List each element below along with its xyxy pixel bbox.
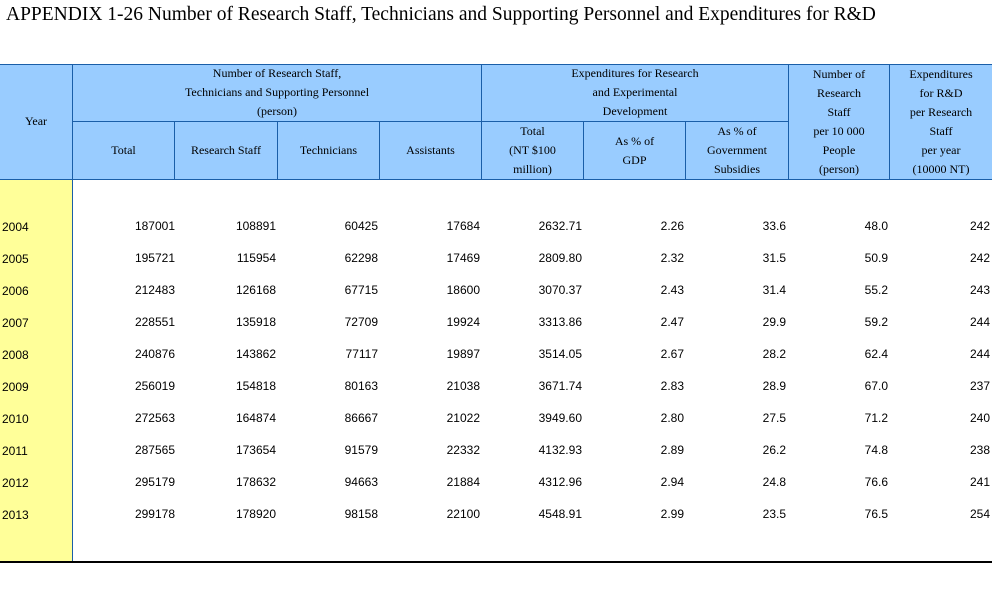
row-year: 2004 bbox=[2, 220, 29, 234]
cell-total: 240876 bbox=[134, 347, 175, 361]
cell-staff-per-people: 48.0 bbox=[864, 219, 888, 233]
cell-expend-per-staff: 243 bbox=[969, 283, 990, 297]
year-column-background bbox=[0, 179, 72, 561]
header-personnel-group: Number of Research Staff, Technicians and Supporting Personnel (person) bbox=[184, 66, 370, 118]
cell-research-staff: 164874 bbox=[235, 411, 276, 425]
cell-technicians: 62298 bbox=[344, 251, 378, 265]
cell-pct-gov: 28.9 bbox=[762, 379, 786, 393]
cell-technicians: 80163 bbox=[344, 379, 378, 393]
cell-staff-per-people: 67.0 bbox=[864, 379, 888, 393]
cell-total: 228551 bbox=[134, 315, 175, 329]
page-title: APPENDIX 1-26 Number of Research Staff, Technicians and Supporting Personnel and Expenditures for R&D bbox=[6, 4, 876, 25]
cell-pct-gov: 24.8 bbox=[762, 475, 786, 489]
cell-pct-gdp: 2.99 bbox=[660, 507, 684, 521]
cell-exp-total: 4548.91 bbox=[538, 507, 582, 521]
cell-assistants: 17684 bbox=[446, 219, 480, 233]
row-year: 2013 bbox=[2, 508, 29, 522]
row-year: 2010 bbox=[2, 412, 29, 426]
cell-technicians: 98158 bbox=[344, 507, 378, 521]
cell-pct-gov: 31.5 bbox=[762, 251, 786, 265]
row-year: 2006 bbox=[2, 284, 29, 298]
row-year: 2008 bbox=[2, 348, 29, 362]
cell-staff-per-people: 71.2 bbox=[864, 411, 888, 425]
cell-pct-gov: 28.2 bbox=[762, 347, 786, 361]
cell-pct-gdp: 2.26 bbox=[660, 219, 684, 233]
cell-assistants: 22100 bbox=[446, 507, 480, 521]
header-assistants: Assistants bbox=[406, 143, 455, 157]
cell-pct-gdp: 2.83 bbox=[660, 379, 684, 393]
cell-pct-gdp: 2.94 bbox=[660, 475, 684, 489]
row-year: 2009 bbox=[2, 380, 29, 394]
cell-technicians: 72709 bbox=[344, 315, 378, 329]
cell-assistants: 21038 bbox=[446, 379, 480, 393]
row-year: 2007 bbox=[2, 316, 29, 330]
cell-assistants: 21022 bbox=[446, 411, 480, 425]
cell-research-staff: 143862 bbox=[235, 347, 276, 361]
cell-pct-gdp: 2.47 bbox=[660, 315, 684, 329]
header-pct-gdp: As % of GDP bbox=[614, 133, 655, 167]
cell-staff-per-people: 50.9 bbox=[864, 251, 888, 265]
cell-pct-gdp: 2.80 bbox=[660, 411, 684, 425]
cell-assistants: 19897 bbox=[446, 347, 480, 361]
cell-technicians: 60425 bbox=[344, 219, 378, 233]
cell-staff-per-people: 76.6 bbox=[864, 475, 888, 489]
cell-technicians: 86667 bbox=[344, 411, 378, 425]
cell-exp-total: 2809.80 bbox=[538, 251, 582, 265]
cell-assistants: 21884 bbox=[446, 475, 480, 489]
header-bottom-line bbox=[0, 179, 992, 180]
cell-expend-per-staff: 241 bbox=[969, 475, 990, 489]
cell-expend-per-staff: 254 bbox=[969, 507, 990, 521]
header-staff-per-people: Number of Research Staff per 10 000 People (person) bbox=[812, 66, 866, 176]
cell-pct-gov: 27.5 bbox=[762, 411, 786, 425]
cell-total: 295179 bbox=[134, 475, 175, 489]
table-bottom-rule bbox=[0, 561, 992, 563]
cell-assistants: 18600 bbox=[446, 283, 480, 297]
cell-staff-per-people: 74.8 bbox=[864, 443, 888, 457]
cell-research-staff: 135918 bbox=[235, 315, 276, 329]
cell-expend-per-staff: 238 bbox=[969, 443, 990, 457]
cell-pct-gov: 29.9 bbox=[762, 315, 786, 329]
cell-pct-gdp: 2.89 bbox=[660, 443, 684, 457]
header-year: Year bbox=[24, 114, 48, 128]
cell-expend-per-staff: 244 bbox=[969, 347, 990, 361]
cell-pct-gov: 26.2 bbox=[762, 443, 786, 457]
cell-expend-per-staff: 240 bbox=[969, 411, 990, 425]
cell-exp-total: 3514.05 bbox=[538, 347, 582, 361]
cell-exp-total: 3949.60 bbox=[538, 411, 582, 425]
cell-expend-per-staff: 244 bbox=[969, 315, 990, 329]
header-total: Total bbox=[111, 143, 136, 157]
cell-staff-per-people: 62.4 bbox=[864, 347, 888, 361]
cell-exp-total: 4132.93 bbox=[538, 443, 582, 457]
header-pct-gov: As % of Government Subsidies bbox=[707, 124, 767, 176]
cell-pct-gdp: 2.43 bbox=[660, 283, 684, 297]
cell-total: 187001 bbox=[134, 219, 175, 233]
cell-total: 195721 bbox=[134, 251, 175, 265]
cell-exp-total: 4312.96 bbox=[538, 475, 582, 489]
row-year: 2005 bbox=[2, 252, 29, 266]
cell-staff-per-people: 59.2 bbox=[864, 315, 888, 329]
cell-research-staff: 154818 bbox=[235, 379, 276, 393]
cell-exp-total: 3070.37 bbox=[538, 283, 582, 297]
cell-pct-gov: 33.6 bbox=[762, 219, 786, 233]
cell-research-staff: 108891 bbox=[235, 219, 276, 233]
cell-exp-total: 3671.74 bbox=[538, 379, 582, 393]
cell-staff-per-people: 76.5 bbox=[864, 507, 888, 521]
cell-pct-gov: 23.5 bbox=[762, 507, 786, 521]
header-technicians: Technicians bbox=[299, 143, 358, 157]
cell-total: 287565 bbox=[134, 443, 175, 457]
cell-total: 256019 bbox=[134, 379, 175, 393]
cell-total: 299178 bbox=[134, 507, 175, 521]
row-year: 2011 bbox=[2, 444, 28, 458]
cell-exp-total: 3313.86 bbox=[538, 315, 582, 329]
cell-technicians: 67715 bbox=[344, 283, 378, 297]
header-expend-per-staff: Expenditures for R&D per Research Staff per year (10000 NT) bbox=[909, 66, 973, 176]
cell-staff-per-people: 55.2 bbox=[864, 283, 888, 297]
cell-expend-per-staff: 237 bbox=[969, 379, 990, 393]
cell-exp-total: 2632.71 bbox=[538, 219, 582, 233]
cell-research-staff: 178920 bbox=[235, 507, 276, 521]
cell-total: 212483 bbox=[134, 283, 175, 297]
cell-technicians: 94663 bbox=[344, 475, 378, 489]
cell-pct-gdp: 2.32 bbox=[660, 251, 684, 265]
cell-technicians: 91579 bbox=[344, 443, 378, 457]
cell-expend-per-staff: 242 bbox=[969, 251, 990, 265]
header-expenditure-group: Expenditures for Research and Experimental Development bbox=[571, 66, 699, 118]
cell-total: 272563 bbox=[134, 411, 175, 425]
cell-assistants: 22332 bbox=[446, 443, 480, 457]
cell-research-staff: 115954 bbox=[236, 251, 276, 265]
cell-assistants: 19924 bbox=[446, 315, 480, 329]
cell-pct-gov: 31.4 bbox=[762, 283, 786, 297]
cell-assistants: 17469 bbox=[446, 251, 480, 265]
cell-pct-gdp: 2.67 bbox=[660, 347, 684, 361]
header-exp-total: Total (NT $100 million) bbox=[509, 124, 556, 176]
cell-technicians: 77117 bbox=[345, 347, 378, 361]
header-research-staff: Research Staff bbox=[190, 143, 262, 157]
cell-research-staff: 178632 bbox=[235, 475, 276, 489]
cell-research-staff: 173654 bbox=[235, 443, 276, 457]
cell-expend-per-staff: 242 bbox=[969, 219, 990, 233]
cell-research-staff: 126168 bbox=[235, 283, 276, 297]
row-year: 2012 bbox=[2, 476, 29, 490]
